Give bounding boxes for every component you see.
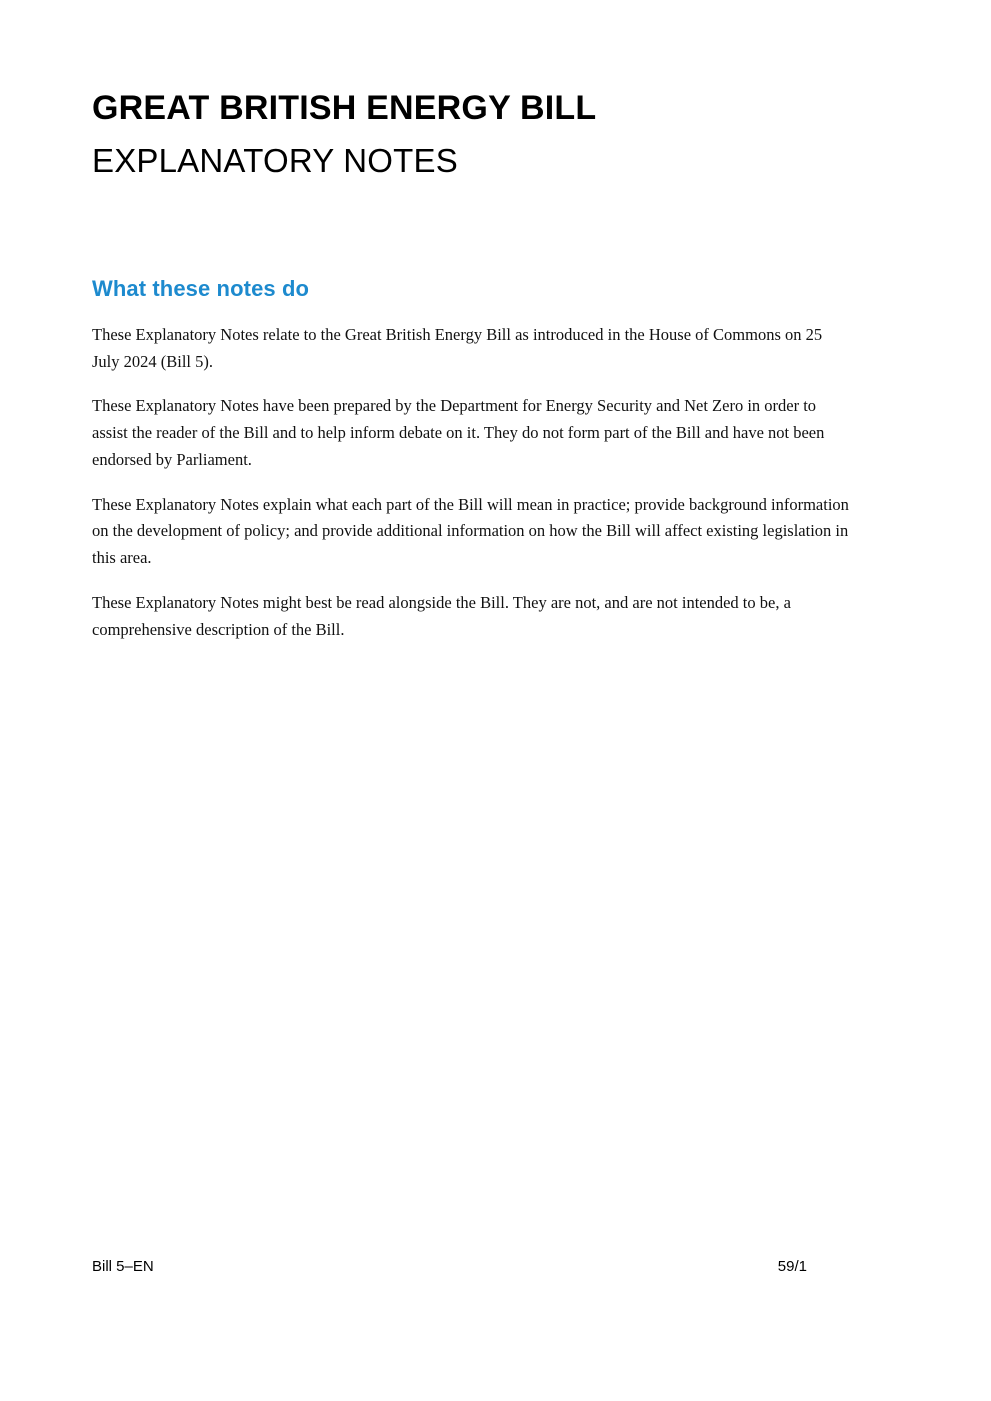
page-subtitle: EXPLANATORY NOTES [92, 142, 458, 180]
section-heading-what-these-notes-do: What these notes do [92, 276, 310, 302]
paragraph: These Explanatory Notes relate to the Great British Energy Bill as introduced in the House of Commons on 25 July 2024 (Bill 5). [92, 325, 823, 371]
paragraph: These Explanatory Notes have been prepared by the Department for Energy Security and Net Zero in order to assist the reader of the Bill and to help inform debate on it. They do not form part of the Bill and have not been endorsed by Parliament. [92, 396, 825, 469]
document-content [92, 88, 852, 643]
footer-page-number: 59/1 [777, 1258, 807, 1275]
footer-bill-reference: Bill 5–EN [92, 1258, 154, 1275]
paragraph: These Explanatory Notes might best be read alongside the Bill. They are not, and are not intended to be, a comprehensive description of the Bill. [92, 592, 791, 639]
paragraph: These Explanatory Notes explain what each part of the Bill will mean in practice; provide background information on the development of policy; and provide additional information on how the Bill will affect existing legislation in this area. [92, 494, 849, 568]
page-title: GREAT BRITISH ENERGY BILL [92, 89, 597, 127]
